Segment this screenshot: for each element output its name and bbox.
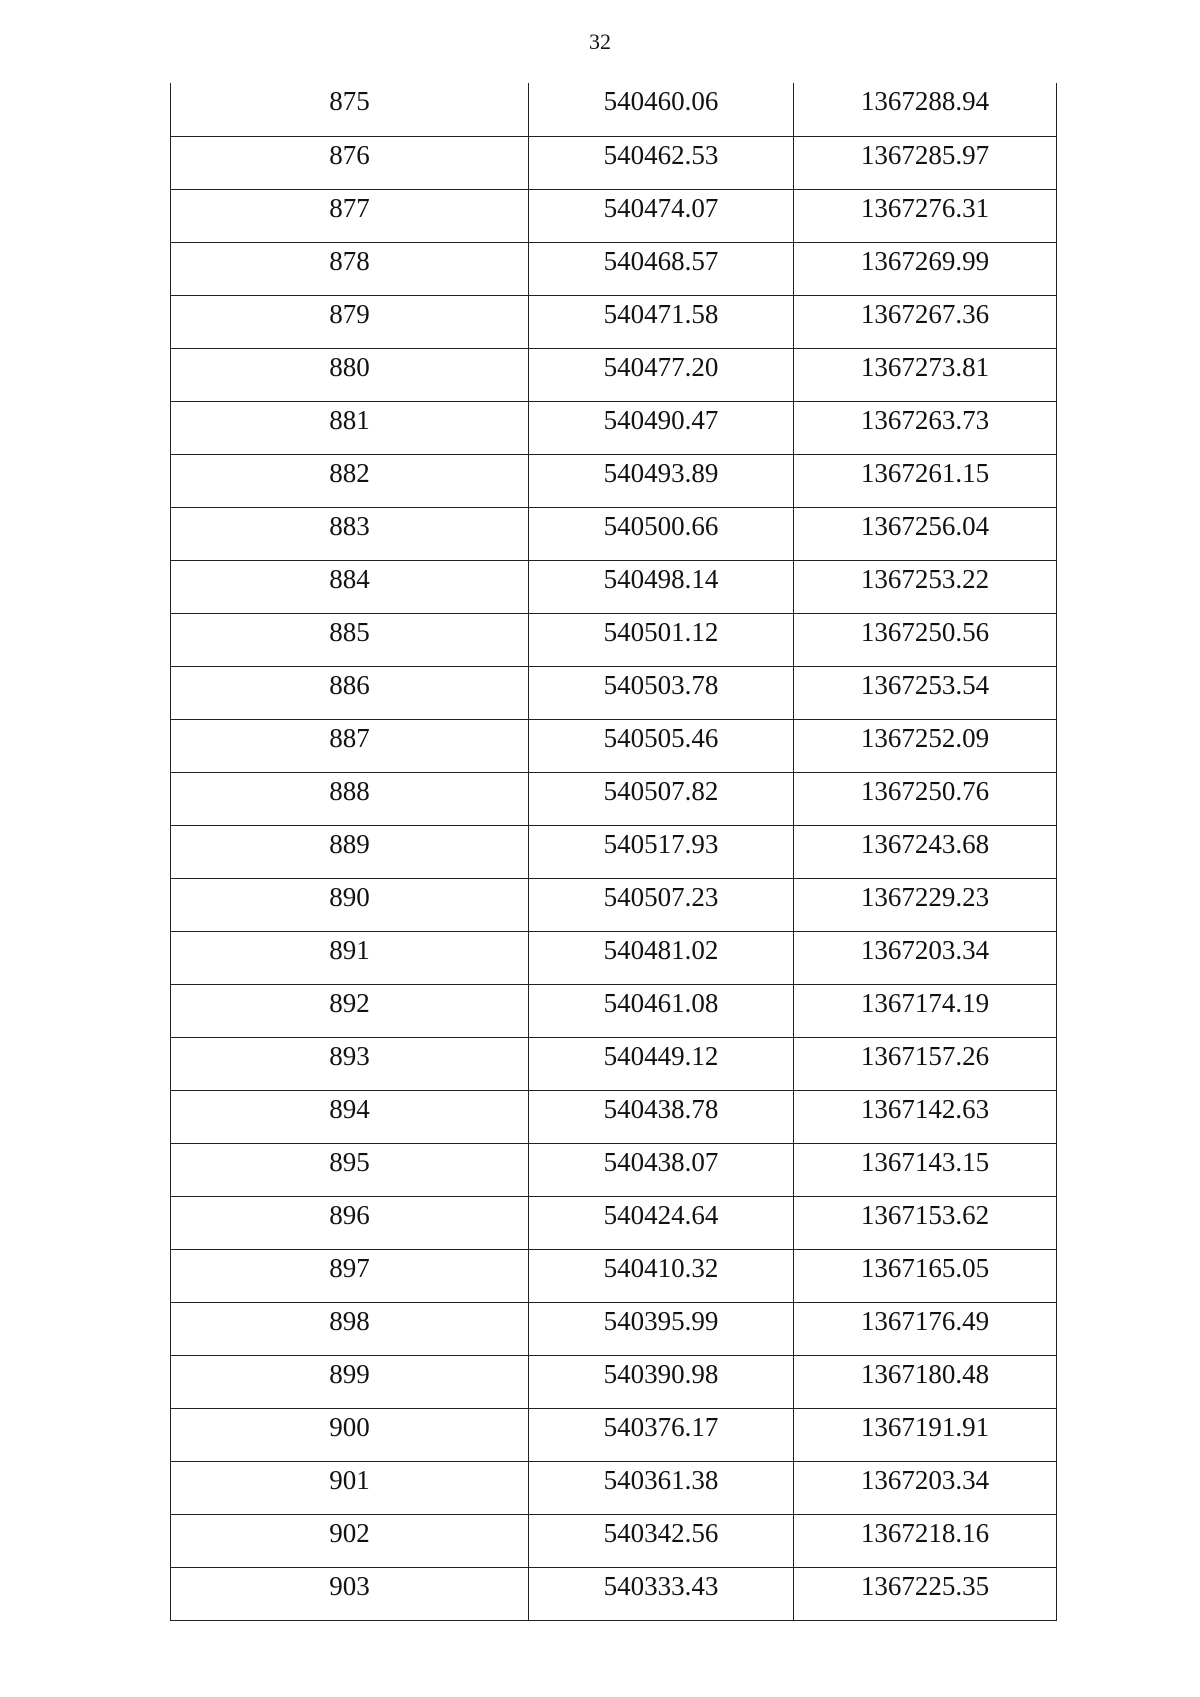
y-coordinate-cell <box>794 772 1057 825</box>
cell-text: 901 <box>329 1464 370 1495</box>
cell-text: 892 <box>329 987 370 1018</box>
cell-text: 1367229.23 <box>860 881 990 912</box>
cell-text: 875 <box>329 86 370 116</box>
x-coordinate-cell <box>529 454 794 507</box>
point-number-cell <box>171 1196 529 1249</box>
point-number-cell <box>171 189 529 242</box>
cell-text: 540376.17 <box>603 1411 719 1442</box>
cell-text: 1367250.76 <box>860 775 990 806</box>
cell-text: 1367142.63 <box>860 1093 990 1124</box>
y-coordinate-cell <box>794 295 1057 348</box>
cell-text: 540333.43 <box>603 1570 719 1601</box>
y-coordinate-cell <box>794 719 1057 772</box>
point-number-cell <box>171 1090 529 1143</box>
cell-text: 900 <box>329 1411 370 1442</box>
point-number-cell <box>171 825 529 878</box>
cell-text: 540449.12 <box>603 1040 719 1071</box>
point-number-cell <box>171 666 529 719</box>
point-number-cell <box>171 719 529 772</box>
x-coordinate-cell <box>529 83 794 136</box>
cell-text: 885 <box>329 616 370 647</box>
cell-text: 884 <box>329 563 370 594</box>
point-number-cell <box>171 560 529 613</box>
x-coordinate-cell <box>529 242 794 295</box>
point-number-cell <box>171 1461 529 1514</box>
x-coordinate-cell <box>529 719 794 772</box>
cell-text: 1367261.15 <box>860 457 990 488</box>
cell-text: 882 <box>329 457 370 488</box>
table-row <box>171 1567 1057 1620</box>
cell-text: 881 <box>329 404 370 435</box>
x-coordinate-cell <box>529 613 794 666</box>
table-row <box>171 1514 1057 1567</box>
y-coordinate-cell <box>794 666 1057 719</box>
cell-text: 1367225.35 <box>860 1570 990 1601</box>
point-number-cell <box>171 1408 529 1461</box>
x-coordinate-cell <box>529 1037 794 1090</box>
cell-text: 1367252.09 <box>860 722 990 753</box>
cell-text: 1367176.49 <box>860 1305 990 1336</box>
cell-text: 1367203.34 <box>860 1464 990 1495</box>
cell-text: 540517.93 <box>603 828 719 859</box>
y-coordinate-cell <box>794 1196 1057 1249</box>
cell-text: 1367191.91 <box>860 1411 990 1442</box>
x-coordinate-cell <box>529 878 794 931</box>
table-row <box>171 1355 1057 1408</box>
y-coordinate-cell <box>794 1302 1057 1355</box>
cell-text: 889 <box>329 828 370 859</box>
y-coordinate-cell <box>794 348 1057 401</box>
x-coordinate-cell <box>529 1090 794 1143</box>
cell-text: 540498.14 <box>603 563 719 594</box>
cell-text: 540438.78 <box>603 1093 719 1124</box>
y-coordinate-cell <box>794 454 1057 507</box>
x-coordinate-cell <box>529 931 794 984</box>
x-coordinate-cell <box>529 666 794 719</box>
cell-text: 540471.58 <box>603 298 719 329</box>
point-number-cell <box>171 984 529 1037</box>
point-number-cell <box>171 1249 529 1302</box>
x-coordinate-cell <box>529 825 794 878</box>
cell-text: 898 <box>329 1305 370 1336</box>
coordinates-table <box>170 83 1057 1621</box>
table-row <box>171 189 1057 242</box>
point-number-cell <box>171 1302 529 1355</box>
point-number-cell <box>171 401 529 454</box>
cell-text: 540468.57 <box>603 245 719 276</box>
table-row <box>171 560 1057 613</box>
cell-text: 540474.07 <box>603 192 719 223</box>
table-row <box>171 136 1057 189</box>
cell-text: 887 <box>329 722 370 753</box>
point-number-cell <box>171 1037 529 1090</box>
cell-text: 1367273.81 <box>860 351 990 382</box>
cell-text: 540501.12 <box>603 616 719 647</box>
cell-text: 540424.64 <box>603 1199 719 1230</box>
y-coordinate-cell <box>794 931 1057 984</box>
cell-text: 540461.08 <box>603 987 719 1018</box>
y-coordinate-cell <box>794 189 1057 242</box>
table-row <box>171 1408 1057 1461</box>
cell-text: 540503.78 <box>603 669 719 700</box>
cell-text: 878 <box>329 245 370 276</box>
y-coordinate-cell <box>794 1514 1057 1567</box>
table-row <box>171 772 1057 825</box>
x-coordinate-cell <box>529 560 794 613</box>
cell-text: 1367250.56 <box>860 616 990 647</box>
table-row <box>171 825 1057 878</box>
cell-text: 1367203.34 <box>860 934 990 965</box>
x-coordinate-cell <box>529 295 794 348</box>
cell-text: 902 <box>329 1517 370 1548</box>
x-coordinate-cell <box>529 1143 794 1196</box>
x-coordinate-cell <box>529 984 794 1037</box>
cell-text: 897 <box>329 1252 370 1283</box>
x-coordinate-cell <box>529 1461 794 1514</box>
x-coordinate-cell <box>529 1196 794 1249</box>
table-row <box>171 984 1057 1037</box>
cell-text: 540462.53 <box>603 139 719 170</box>
y-coordinate-cell <box>794 1355 1057 1408</box>
table-row <box>171 1037 1057 1090</box>
cell-text: 886 <box>329 669 370 700</box>
x-coordinate-cell <box>529 1408 794 1461</box>
cell-text: 894 <box>329 1093 370 1124</box>
cell-text: 1367218.16 <box>860 1517 990 1548</box>
table-row <box>171 1249 1057 1302</box>
point-number-cell <box>171 83 529 136</box>
cell-text: 891 <box>329 934 370 965</box>
cell-text: 880 <box>329 351 370 382</box>
cell-text: 879 <box>329 298 370 329</box>
cell-text: 1367285.97 <box>860 139 990 170</box>
x-coordinate-cell <box>529 507 794 560</box>
point-number-cell <box>171 295 529 348</box>
cell-text: 1367174.19 <box>860 987 990 1018</box>
cell-text: 896 <box>329 1199 370 1230</box>
point-number-cell <box>171 507 529 560</box>
cell-text: 540481.02 <box>603 934 719 965</box>
cell-text: 1367267.36 <box>860 298 990 329</box>
cell-text: 1367165.05 <box>860 1252 990 1283</box>
cell-text: 1367253.22 <box>860 563 990 594</box>
table-row <box>171 1196 1057 1249</box>
table-row <box>171 348 1057 401</box>
cell-text: 895 <box>329 1146 370 1177</box>
y-coordinate-cell <box>794 83 1057 136</box>
y-coordinate-cell <box>794 1090 1057 1143</box>
page-number: 32 <box>589 29 611 54</box>
cell-text: 540390.98 <box>603 1358 719 1389</box>
y-coordinate-cell <box>794 560 1057 613</box>
cell-text: 540477.20 <box>603 351 719 382</box>
cell-text: 540410.32 <box>603 1252 719 1283</box>
y-coordinate-cell <box>794 1249 1057 1302</box>
point-number-cell <box>171 348 529 401</box>
cell-text: 876 <box>329 139 370 170</box>
cell-text: 1367263.73 <box>860 404 990 435</box>
cell-text: 540438.07 <box>603 1146 719 1177</box>
cell-text: 1367143.15 <box>860 1146 990 1177</box>
table-row <box>171 401 1057 454</box>
cell-text: 899 <box>329 1358 370 1389</box>
y-coordinate-cell <box>794 507 1057 560</box>
x-coordinate-cell <box>529 1302 794 1355</box>
cell-text: 540507.23 <box>603 881 719 912</box>
table-row <box>171 1143 1057 1196</box>
point-number-cell <box>171 1567 529 1620</box>
y-coordinate-cell <box>794 1143 1057 1196</box>
cell-text: 540361.38 <box>603 1464 719 1495</box>
x-coordinate-cell <box>529 348 794 401</box>
table-row <box>171 1090 1057 1143</box>
cell-text: 540505.46 <box>603 722 719 753</box>
y-coordinate-cell <box>794 878 1057 931</box>
cell-text: 1367256.04 <box>860 510 990 541</box>
cell-text: 540460.06 <box>603 86 719 116</box>
point-number-cell <box>171 1143 529 1196</box>
cell-text: 540490.47 <box>603 404 719 435</box>
table-row <box>171 931 1057 984</box>
y-coordinate-cell <box>794 136 1057 189</box>
x-coordinate-cell <box>529 1567 794 1620</box>
cell-text: 877 <box>329 192 370 223</box>
point-number-cell <box>171 136 529 189</box>
y-coordinate-cell <box>794 401 1057 454</box>
cell-text: 540395.99 <box>603 1305 719 1336</box>
coordinates-table-body <box>171 83 1057 1620</box>
table-row <box>171 1461 1057 1514</box>
y-coordinate-cell <box>794 825 1057 878</box>
x-coordinate-cell <box>529 1249 794 1302</box>
table-row <box>171 295 1057 348</box>
cell-text: 1367253.54 <box>860 669 990 700</box>
cell-text: 1367269.99 <box>860 245 990 276</box>
y-coordinate-cell <box>794 1408 1057 1461</box>
x-coordinate-cell <box>529 1514 794 1567</box>
x-coordinate-cell <box>529 401 794 454</box>
cell-text: 888 <box>329 775 370 806</box>
table-row <box>171 719 1057 772</box>
x-coordinate-cell <box>529 772 794 825</box>
point-number-cell <box>171 1514 529 1567</box>
table-row <box>171 454 1057 507</box>
table-row <box>171 613 1057 666</box>
point-number-cell <box>171 772 529 825</box>
point-number-cell <box>171 454 529 507</box>
table-row <box>171 1302 1057 1355</box>
cell-text: 1367153.62 <box>860 1199 990 1230</box>
cell-text: 1367157.26 <box>860 1040 990 1071</box>
y-coordinate-cell <box>794 1037 1057 1090</box>
cell-text: 540500.66 <box>603 510 719 541</box>
y-coordinate-cell <box>794 984 1057 1037</box>
y-coordinate-cell <box>794 1461 1057 1514</box>
y-coordinate-cell <box>794 1567 1057 1620</box>
cell-text: 540507.82 <box>603 775 719 806</box>
x-coordinate-cell <box>529 1355 794 1408</box>
table-row <box>171 83 1057 136</box>
point-number-cell <box>171 242 529 295</box>
table-row <box>171 666 1057 719</box>
point-number-cell <box>171 878 529 931</box>
table-row <box>171 507 1057 560</box>
cell-text: 883 <box>329 510 370 541</box>
x-coordinate-cell <box>529 136 794 189</box>
y-coordinate-cell <box>794 242 1057 295</box>
cell-text: 1367288.94 <box>860 86 990 116</box>
point-number-cell <box>171 1355 529 1408</box>
cell-text: 1367180.48 <box>860 1358 990 1389</box>
x-coordinate-cell <box>529 189 794 242</box>
cell-text: 1367276.31 <box>860 192 990 223</box>
y-coordinate-cell <box>794 613 1057 666</box>
cell-text: 893 <box>329 1040 370 1071</box>
table-row <box>171 878 1057 931</box>
cell-text: 890 <box>329 881 370 912</box>
point-number-cell <box>171 931 529 984</box>
table-row <box>171 242 1057 295</box>
cell-text: 540342.56 <box>603 1517 719 1548</box>
cell-text: 540493.89 <box>603 457 719 488</box>
cell-text: 903 <box>329 1570 370 1601</box>
point-number-cell <box>171 613 529 666</box>
cell-text: 1367243.68 <box>860 828 990 859</box>
